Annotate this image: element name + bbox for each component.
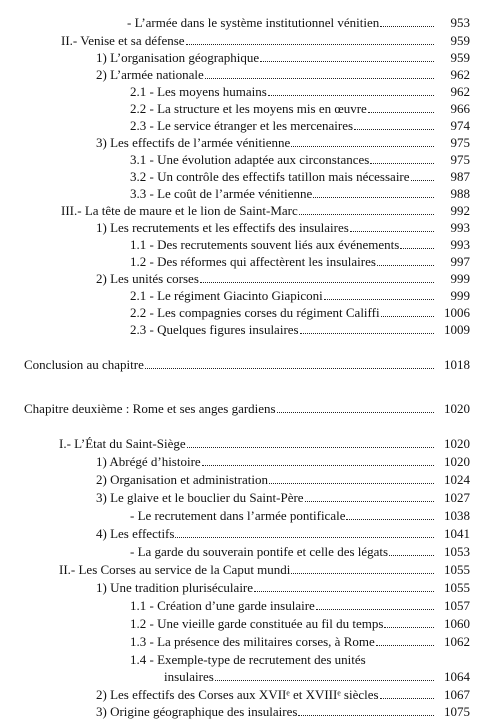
toc-entry-page: 953 [450,15,470,30]
toc-entry-page: 1020 [444,436,470,451]
toc-entry [96,685,470,702]
toc-entry-page: 1062 [444,634,470,649]
toc-entry-title: 1.1 - Création d’une garde insulaire [130,598,315,613]
toc-entry-title: II.- Venise et sa défense [61,33,185,48]
toc-entry-title: 1) Abrégé d’histoire [96,454,201,469]
dot-leader [377,264,434,266]
dot-leader [346,518,434,520]
toc-entry [130,596,470,613]
toc-entry-page: 966 [450,101,470,116]
toc-entry-page: 1053 [444,544,470,559]
toc-entry-page: 1041 [444,526,470,541]
toc-entry-title: 3.3 - Le coût de l’armée vénitienne [130,186,313,201]
toc-entry-page: 962 [450,84,470,99]
dot-leader [205,77,434,79]
toc-entry [96,578,470,595]
toc-entry [96,133,470,150]
toc-entry [130,542,470,559]
toc-entry [96,524,470,541]
toc-entry [24,355,470,372]
toc-entry-title: Chapitre deuxième : Rome et ses anges gardiens [24,401,276,416]
toc-entry-page: 988 [450,186,470,201]
toc-entry-title: I.- L’État du Saint-Siège [59,436,186,451]
toc-entry [61,31,470,48]
toc-entry-page: 1057 [444,598,470,613]
toc-entry-page: 1067 [444,687,470,702]
dot-leader [200,281,434,283]
toc-entry-page: 999 [450,288,470,303]
dot-leader [254,590,434,592]
toc-entry [130,650,470,667]
dot-leader [380,25,434,27]
dot-leader [269,482,434,484]
dot-leader [298,714,434,716]
toc-entry [130,320,470,337]
dot-leader [381,315,434,317]
toc-entry-page: 1027 [444,490,470,505]
toc-entry-title: - L’armée dans le système institutionnel vénitien [127,15,380,30]
toc-entry [59,560,470,577]
toc-entry-page: 1020 [444,454,470,469]
dot-leader [215,679,434,681]
dot-leader [380,697,434,699]
toc-entry-title: 4) Les effectifs [96,526,175,541]
dot-leader [411,179,434,181]
toc-entry-page: 959 [450,33,470,48]
toc-entry-page: 1038 [444,508,470,523]
toc-entry-page: 975 [450,152,470,167]
toc-entry [130,303,470,320]
toc-entry-title: II.- Les Corses au service de la Caput mundi [59,562,291,577]
dot-leader [202,464,434,466]
dot-leader [316,608,434,610]
dot-leader [370,162,434,164]
toc-entry [130,235,470,252]
toc-entry-title: 2) Les unités corses [96,271,199,286]
toc-entry-title: 3) Les effectifs de l’armée vénitienne [96,135,291,150]
toc-entry [96,702,470,719]
toc-entry-page: 1060 [444,616,470,631]
dot-leader [300,332,434,334]
toc-entry-page: 1075 [444,704,470,719]
toc-entry [61,201,470,218]
toc-entry-title: - La garde du souverain pontife et celle des légats [130,544,389,559]
toc-entry-page: 993 [450,237,470,252]
toc-entry-title: 3.1 - Une évolution adaptée aux circonstances [130,152,370,167]
toc-entry [59,434,470,451]
toc-entry [127,13,470,30]
toc-entry [130,150,470,167]
toc-entry-continuation [164,667,470,684]
dot-leader [299,213,434,215]
toc-entry-page: 1024 [444,472,470,487]
toc-entry-title: 1.2 - Une vieille garde constituée au fil du temps [130,616,384,631]
toc-entry [130,286,470,303]
toc-entry [96,470,470,487]
toc-entry-page: 959 [450,50,470,65]
toc-entry-title: 2) Les effectifs des Corses aux XVIIᵉ et XVIIIᵉ siècles [96,687,379,702]
toc-entry-title: 1.3 - La présence des militaires corses, à Rome [130,634,375,649]
toc-entry-title: 2.2 - La structure et les moyens mis en œuvre [130,101,367,116]
toc-entry [96,65,470,82]
toc-entry [130,184,470,201]
toc-chapter-entry [24,399,470,416]
toc-entry-page: 999 [450,271,470,286]
dot-leader [354,128,434,130]
toc-entry-title: 3.2 - Un contrôle des effectifs tatillon mais nécessaire [130,169,410,184]
dot-leader [187,446,434,448]
dot-leader [186,43,434,45]
toc-entry [130,614,470,631]
dot-leader [350,230,434,232]
toc-entry-page: 997 [450,254,470,269]
toc-entry-page: 1064 [444,669,470,684]
toc-entry-page: 987 [450,169,470,184]
dot-leader [291,145,434,147]
toc-entry-title: 2.2 - Les compagnies corses du régiment Califfi [130,305,380,320]
toc-entry [130,252,470,269]
toc-entry-page: 1018 [444,357,470,372]
toc-entry-title: 2.3 - Le service étranger et les mercenaires [130,118,354,133]
toc-entry [130,116,470,133]
toc-entry-page: 992 [450,203,470,218]
dot-leader [368,111,434,113]
toc-entry-page: 1055 [444,562,470,577]
toc-entry-title: 1) Les recrutements et les effectifs des insulaires [96,220,349,235]
toc-entry [96,48,470,65]
toc-entry-title: Conclusion au chapitre [24,357,144,372]
toc-entry [130,167,470,184]
toc-entry-title: 1.2 - Des réformes qui affectèrent les insulaires [130,254,376,269]
toc-entry-page: 1009 [444,322,470,337]
toc-entry-page: 975 [450,135,470,150]
dot-leader [260,60,434,62]
toc-entry-title: - Le recrutement dans l’armée pontificale [130,508,346,523]
dot-leader [324,298,434,300]
toc-entry-title: 1) Une tradition pluriséculaire [96,580,254,595]
dot-leader [277,411,434,413]
toc-entry [96,218,470,235]
dot-leader [384,626,434,628]
toc-entry-page: 1020 [444,401,470,416]
dot-leader [268,94,434,96]
dot-leader [291,572,434,574]
toc-entry-title: 1.4 - Exemple-type de recrutement des unités [130,652,366,667]
toc-entry [96,488,470,505]
dot-leader [145,367,434,369]
toc-entry-title: 1.1 - Des recrutements souvent liés aux événements [130,237,400,252]
toc-entry-title: 2) Organisation et administration [96,472,268,487]
toc-entry [130,82,470,99]
toc-entry-page: 962 [450,67,470,82]
dot-leader [367,663,434,664]
dot-leader [305,500,434,502]
toc-entry-page: 1055 [444,580,470,595]
toc-entry-title: 2.1 - Les moyens humains [130,84,267,99]
toc-entry-title: 2.3 - Quelques figures insulaires [130,322,299,337]
toc-entry-title: insulaires [164,669,214,684]
toc-entry-page: 993 [450,220,470,235]
toc-entry-title: 3) Origine géographique des insulaires [96,704,298,719]
toc-entry-title: 2.1 - Le régiment Giacinto Giapiconi [130,288,323,303]
dot-leader [400,247,434,249]
toc-entry [96,269,470,286]
toc-entry [130,632,470,649]
toc-entry [130,99,470,116]
dot-leader [313,196,434,198]
toc-entry-page: 1006 [444,305,470,320]
toc-entry-title: III.- La tête de maure et le lion de Saint-Marc [61,203,298,218]
toc-entry-page: 974 [450,118,470,133]
toc-entry [96,452,470,469]
toc-entry-title: 1) L’organisation géographique [96,50,260,65]
toc-entry-title: 2) L’armée nationale [96,67,204,82]
dot-leader [175,536,434,538]
dot-leader [376,644,434,646]
dot-leader [389,554,434,556]
toc-entry [130,506,470,523]
toc-entry-title: 3) Le glaive et le bouclier du Saint-Père [96,490,304,505]
